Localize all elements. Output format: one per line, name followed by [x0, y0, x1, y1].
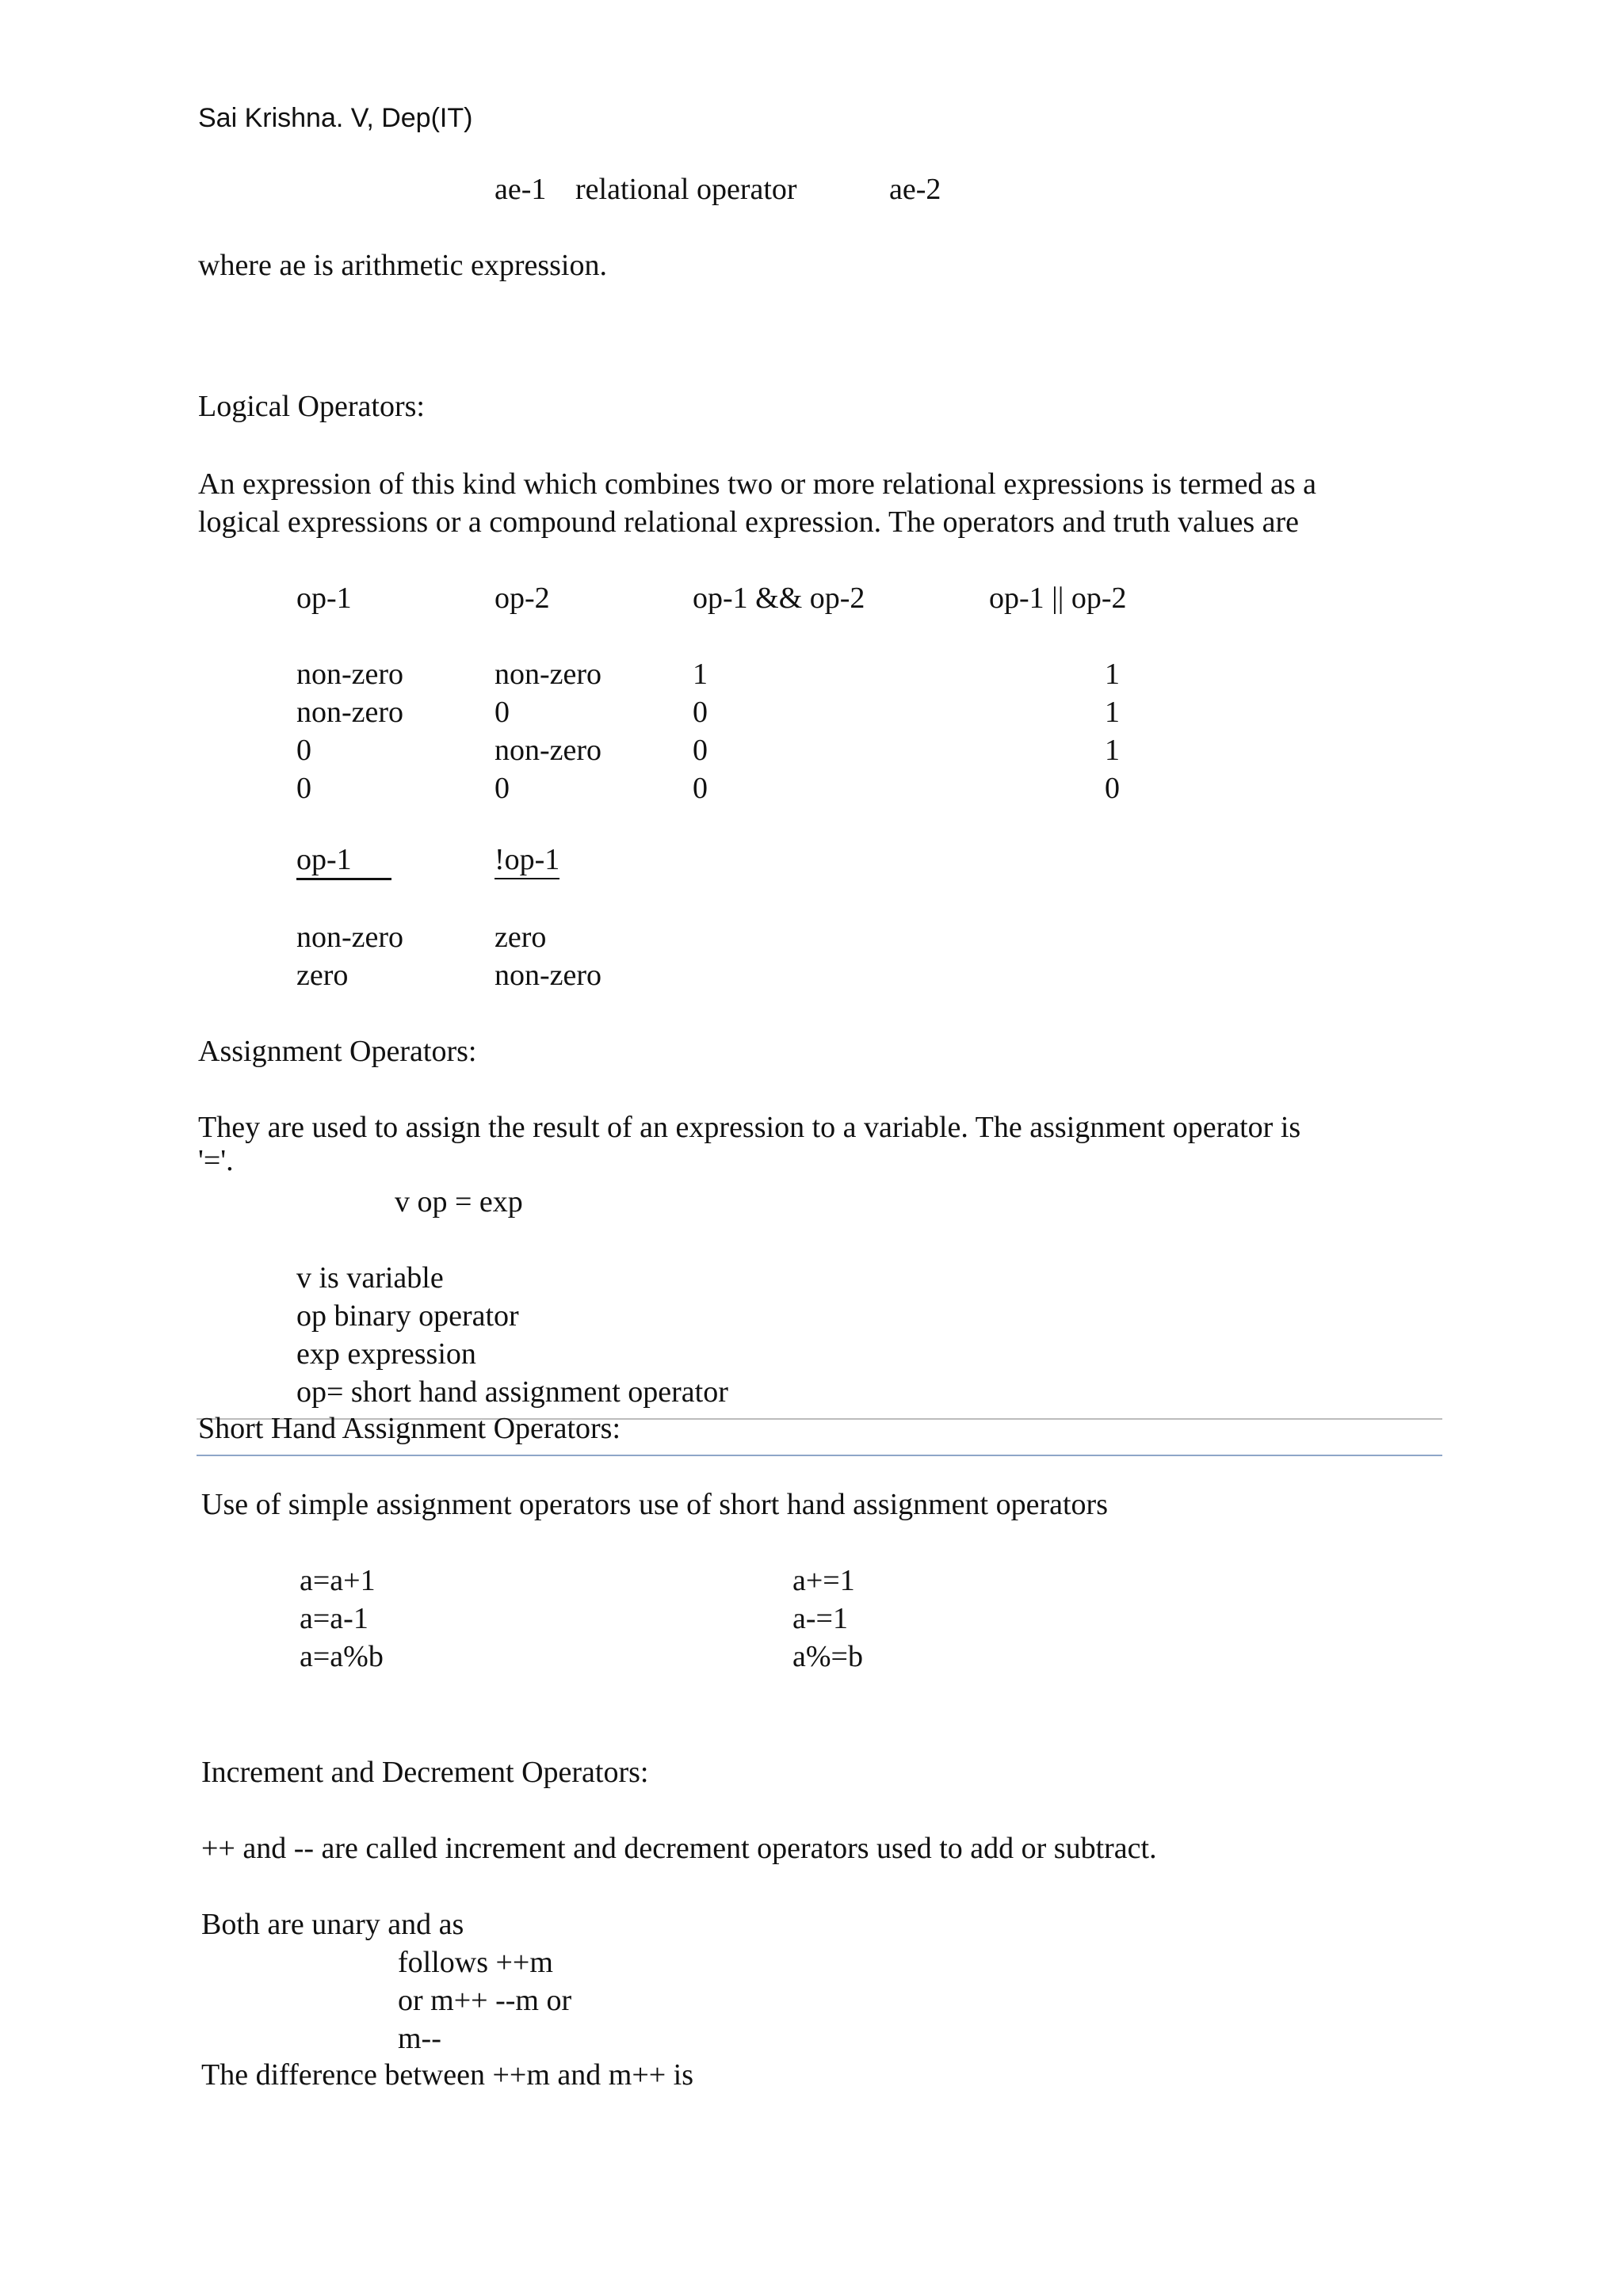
- truth-table-cell: 0: [296, 772, 311, 805]
- simple-assignment: a=a%b: [300, 1640, 384, 1673]
- truth-table-header: op-2: [495, 582, 550, 615]
- assignment-syntax: v op = exp: [395, 1185, 523, 1219]
- header-author: Sai Krishna. V, Dep(IT): [198, 103, 473, 133]
- incdec-para: ++ and -- are called increment and decrement operators used to add or subtract.: [201, 1832, 1157, 1865]
- truth-table-cell: non-zero: [495, 658, 602, 691]
- relational-syntax-ae2: ae-2: [889, 173, 941, 206]
- assignment-def: op binary operator: [296, 1299, 519, 1333]
- truth-table-cell: non-zero: [296, 696, 404, 729]
- incdec-form: m--: [398, 2022, 441, 2055]
- not-table-cell: non-zero: [495, 959, 602, 992]
- truth-table-cell: 1: [1105, 658, 1120, 691]
- shorthand-assignment: a%=b: [792, 1640, 863, 1673]
- truth-table-cell: 0: [296, 734, 311, 767]
- relational-syntax-operator: relational operator: [575, 173, 797, 206]
- incdec-heading: Increment and Decrement Operators:: [201, 1756, 649, 1789]
- truth-table-cell: 0: [1105, 772, 1120, 805]
- truth-table-cell: 0: [693, 772, 708, 805]
- simple-assignment: a=a-1: [300, 1602, 369, 1635]
- truth-table-cell: 1: [1105, 734, 1120, 767]
- assignment-def: v is variable: [296, 1261, 444, 1295]
- truth-table-cell: non-zero: [296, 658, 404, 691]
- shorthand-heading: Short Hand Assignment Operators:: [198, 1412, 621, 1445]
- not-table-cell: zero: [296, 959, 349, 992]
- truth-table-header: op-1: [296, 582, 352, 615]
- where-note: where ae is arithmetic expression.: [198, 249, 607, 282]
- incdec-form: follows ++m: [398, 1946, 553, 1979]
- logical-para-line-2: logical expressions or a compound relational expression. The operators and truth values are: [198, 505, 1300, 539]
- relational-syntax-ae1: ae-1: [495, 173, 547, 206]
- assignment-operators-heading: Assignment Operators:: [198, 1035, 477, 1068]
- shorthand-assignment: a+=1: [792, 1564, 855, 1597]
- truth-table-cell: 1: [1105, 696, 1120, 729]
- truth-table-cell: 0: [495, 772, 510, 805]
- incdec-difference: The difference between ++m and m++ is: [201, 2058, 694, 2092]
- truth-table-cell: 0: [495, 696, 510, 729]
- not-table-cell: non-zero: [296, 921, 404, 954]
- not-table-cell: zero: [495, 921, 547, 954]
- logical-para-line-1: An expression of this kind which combines two or more relational expressions is termed as a: [198, 467, 1316, 501]
- shorthand-intro: Use of simple assignment operators use of short hand assignment operators: [201, 1488, 1108, 1521]
- not-table-header: op-1: [296, 845, 391, 880]
- assignment-def: exp expression: [296, 1337, 476, 1371]
- assignment-para-line-1: They are used to assign the result of an expression to a variable. The assignment operator is: [198, 1111, 1301, 1144]
- horizontal-rule: [197, 1455, 1442, 1456]
- shorthand-assignment: a-=1: [792, 1602, 848, 1635]
- truth-table-cell: 0: [693, 734, 708, 767]
- logical-operators-heading: Logical Operators:: [198, 390, 425, 423]
- truth-table-cell: 1: [693, 658, 708, 691]
- truth-table-cell: non-zero: [495, 734, 602, 767]
- truth-table-cell: 0: [693, 696, 708, 729]
- truth-table-header: op-1 && op-2: [693, 582, 865, 615]
- incdec-form: or m++ --m or: [398, 1984, 572, 2017]
- truth-table-header: op-1 || op-2: [989, 582, 1127, 615]
- assignment-def: op= short hand assignment operator: [296, 1375, 728, 1409]
- simple-assignment: a=a+1: [300, 1564, 376, 1597]
- incdec-both-line: Both are unary and as: [201, 1908, 464, 1941]
- not-table-header: !op-1: [495, 845, 559, 879]
- assignment-para-line-2: '='.: [198, 1144, 234, 1177]
